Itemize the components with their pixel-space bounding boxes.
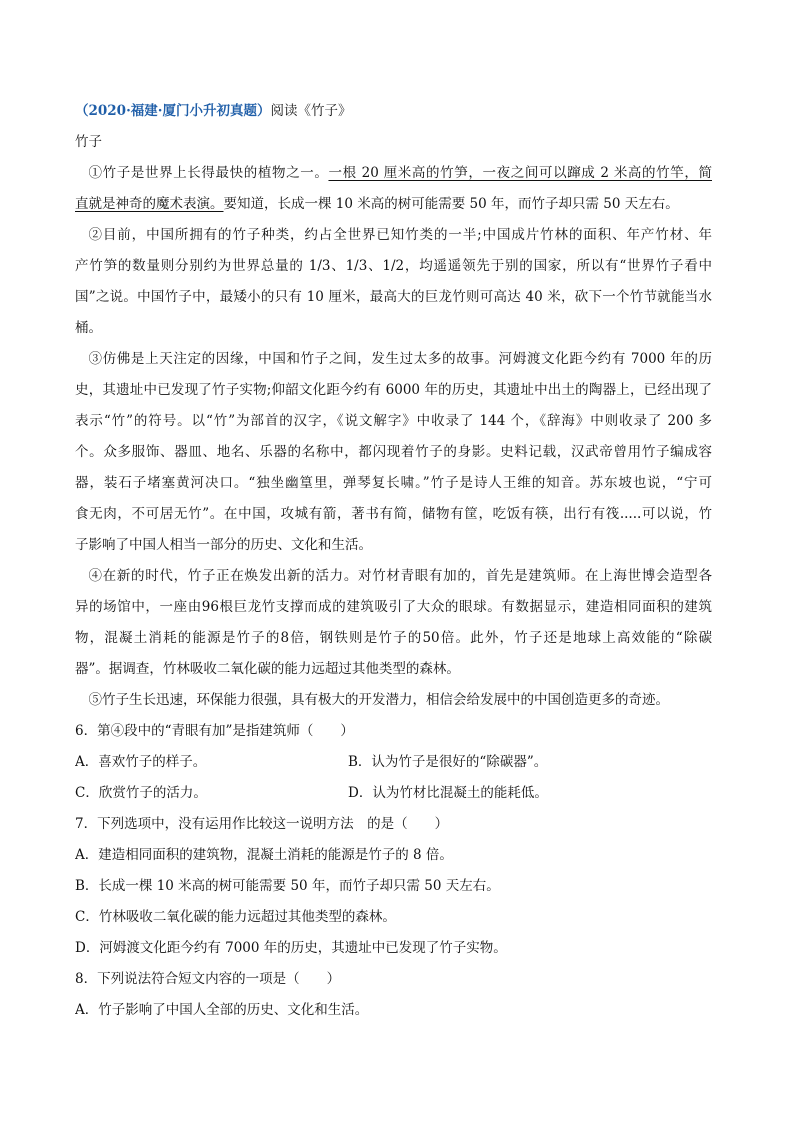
reading-instruction: 阅读《竹子》 <box>270 103 352 119</box>
option-a: A．喜欢竹子的样子。 <box>75 754 207 770</box>
question-stem: 8．下列说法符合短文内容的一项是（ ） <box>75 971 341 987</box>
underlined-sentence: 一根 20 厘米高的竹笋，一夜之间可以蹿成 2 米高的竹竿，简 <box>328 165 712 181</box>
paragraph-text: ①竹子是世界上长得最快的植物之一。 <box>88 165 329 181</box>
paragraph-line: 异的场馆中，一座由96根巨龙竹支撑而成的建筑吸引了大众的眼球。有数据显示，建造相同面积的建筑 <box>75 599 712 615</box>
paragraph-line: ⑤竹子生长迅速，环保能力很强，具有极大的开发潜力，相信会给发展中的中国创造更多的奇迹。 <box>88 692 669 708</box>
paragraph-line: 表示“竹”的符号。以“竹”为部首的汉字，《说文解字》中收录了 144 个，《辞海》中则收录了 200 多 <box>75 413 712 429</box>
option-row <box>75 778 712 809</box>
paragraph-line: 桶。 <box>75 320 102 336</box>
option-c: C．欣赏竹子的活力。 <box>75 785 207 801</box>
paragraph-line: 器，装石子堵塞黄河决口。“独坐幽篁里，弹琴复长啸。”竹子是诗人王维的知音。苏东坡也说，“宁可 <box>75 475 712 491</box>
question-8 <box>75 964 712 1026</box>
question-stem: 7．下列选项中，没有运用作比较这一说明方法 的是（ ） <box>75 816 449 832</box>
paragraph-line: 食无肉，不可居无竹”。在中国，攻城有箭，著书有简，储物有筐，吃饭有筷，出行有筏.....可以说，竹 <box>75 506 712 522</box>
option-b: B．长成一棵 10 米高的树可能需要 50 年，而竹子却只需 50 天左右。 <box>75 878 500 894</box>
paragraph-5 <box>75 685 712 716</box>
paragraph-1 <box>75 158 712 220</box>
paragraph-line: 产竹笋的数量则分别约为世界总量的 1/3、1/3、1/2，均遥遥领先于别的国家，所以有“世界竹子看中 <box>75 258 712 274</box>
paragraph-line: ②目前，中国所拥有的竹子种类，约占全世界已知竹类的一半;中国成片竹林的面积、年产竹材、年 <box>88 227 712 243</box>
paragraph-line <box>75 158 712 189</box>
paragraph-2 <box>75 220 712 344</box>
option-b: B．认为竹子是很好的“除碳器”。 <box>348 754 548 770</box>
source-label: （2020·福建·厦门小升初真题） <box>75 103 271 119</box>
article-title: 竹子 <box>75 134 102 150</box>
paragraph-line: 器”。据调查，竹林吸收二氧化碳的能力远超过其他类型的森林。 <box>75 661 460 677</box>
question-source-line <box>75 96 712 127</box>
paragraph-line: 子影响了中国人相当一部分的历史、文化和生活。 <box>75 537 372 553</box>
paragraph-line: 国”之说。中国竹子中，最矮小的只有 10 厘米，最高大的巨龙竹则可高达 40 米，砍下一个竹节就能当水 <box>75 289 712 305</box>
option-c: C．竹林吸收二氧化碳的能力远超过其他类型的森林。 <box>75 909 396 925</box>
option-a: A．建造相同面积的建筑物，混凝土消耗的能源是竹子的 8 倍。 <box>75 847 453 863</box>
page-content <box>75 96 712 1026</box>
paragraph-line <box>75 189 712 220</box>
question-6 <box>75 716 712 809</box>
question-7 <box>75 809 712 964</box>
option-d: D．认为竹材比混凝土的能耗低。 <box>348 785 548 801</box>
question-stem: 6．第④段中的“青眼有加”是指建筑师（ ） <box>75 723 354 739</box>
underlined-sentence: 直就是神奇的魔术表演。 <box>75 196 224 212</box>
paragraph-line: 个。众多服饰、器皿、地名、乐器的名称中，都闪现着竹子的身影。史料记载，汉武帝曾用竹子编成容 <box>75 444 712 460</box>
paragraph-4 <box>75 561 712 685</box>
paragraph-line: ④在新的时代，竹子正在焕发出新的活力。对竹材青眼有加的，首先是建筑师。在上海世博会造型各 <box>88 568 712 584</box>
paragraph-line: 史，其遗址中已发现了竹子实物;仰韶文化距今约有 6000 年的历史，其遗址中出土的陶器上，已经出现了 <box>75 382 712 398</box>
paragraph-text: 要知道，长成一棵 10 米高的树可能需要 50 年，而竹子却只需 50 天左右。 <box>223 196 679 212</box>
option-d: D．河姆渡文化距今约有 7000 年的历史，其遗址中已发现了竹子实物。 <box>75 940 507 956</box>
option-a: A．竹子影响了中国人全部的历史、文化和生活。 <box>75 1002 369 1018</box>
paragraph-3 <box>75 344 712 561</box>
paragraph-line: ③仿佛是上天注定的因缘，中国和竹子之间，发生过太多的故事。河姆渡文化距今约有 7000 年的历 <box>88 351 712 367</box>
paragraph-line: 物，混凝土消耗的能源是竹子的8倍，钢铁则是竹子的50倍。此外，竹子还是地球上高效能的“除碳 <box>75 630 712 646</box>
option-row <box>75 747 712 778</box>
